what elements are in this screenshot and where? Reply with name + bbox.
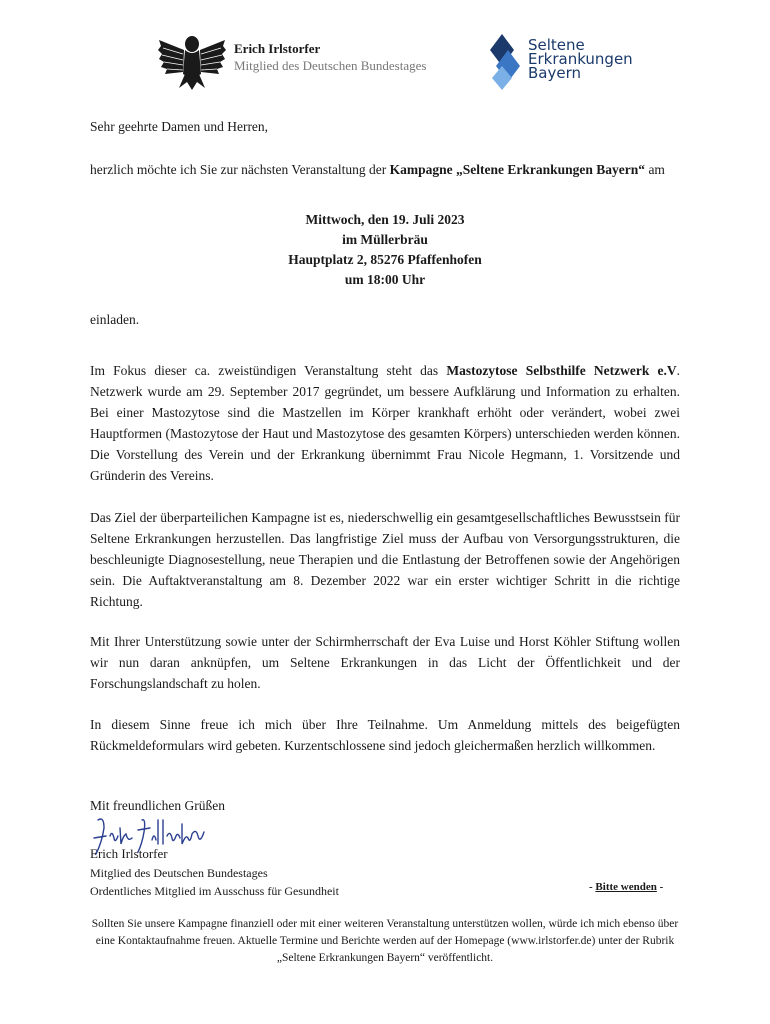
paragraph-support: Mit Ihrer Unterstützung sowie unter der Schirmherrschaft der Eva Luise und Horst Köhler Stiftung wollen wir nun daran anknüpfen, um Seltene Erkrankungen in das Licht der Öffentlichkeit und der Forschungslandschaft zu holen.: [90, 634, 680, 691]
event-time: um 18:00 Uhr: [344, 272, 426, 287]
invite-end: einladen.: [90, 312, 140, 327]
intro-pre: herzlich möchte ich Sie zur nächsten Veranstaltung der: [90, 162, 390, 177]
turn-page-note: [589, 881, 663, 893]
footer-note: Sollten Sie unsere Kampagne finanziell oder mit einer weiteren Veranstaltung unterstützen wollen, würde ich mich ebenso über eine Kontaktaufnahme freuen. Aktuelle Termine und Berichte werden auf der Homepage (www.irlstorfer.de) unter der Rubrik „Seltene Erkrankungen Bayern“ veröffentlicht.: [91, 918, 679, 964]
sender-role: Mitglied des Deutschen Bundestages: [234, 58, 427, 73]
turn-page-label: Bitte wenden: [595, 881, 657, 893]
logo-line-3: Bayern: [528, 64, 581, 82]
event-date: Mittwoch, den 19. Juli 2023: [305, 212, 465, 227]
logo-line-1: Seltene: [528, 36, 585, 54]
turn-page-dash-left: -: [589, 881, 596, 893]
event-venue: im Müllerbräu: [342, 232, 428, 247]
rare-diseases-logo-text: [528, 38, 633, 80]
para1-post: . Netzwerk wurde am 29. September 2017 gegründet, um bessere Aufklärung und Information zu erhalten. Bei einer Mastozytose sind die Mastzellen im Körper krankhaft erhöht oder verändert, wobei zwei Hauptformen (Mastozytose der Haut und Mastozytose des gesamten Körpers) unterschieden werden können. Die Vorstellung des Verein und der Erkrankung übernimmt Frau Nicole Hegmann, 1. Vorsitzende und Gründerin des Vereins.: [90, 363, 680, 483]
intro-post: am: [645, 162, 665, 177]
event-details: [90, 210, 680, 290]
signature-committee: Ordentliches Mitglied im Ausschuss für Gesundheit: [90, 884, 339, 898]
bundestag-eagle-icon: [157, 30, 227, 92]
turn-page-dash-right: -: [656, 881, 664, 893]
logo-line-2: Erkrankungen: [528, 50, 633, 68]
rare-diseases-bavaria-logo-icon: [488, 32, 524, 92]
sender-name: Erich Irlstorfer: [234, 41, 321, 56]
salutation: Sehr geehrte Damen und Herren,: [90, 119, 269, 134]
paragraph-focus: [90, 360, 680, 486]
signature-name: Erich Irlstorfer: [90, 846, 168, 861]
paragraph-registration: In diesem Sinne freue ich mich über Ihre Teilnahme. Um Anmeldung mittels des beigefügten Rückmeldeformulars wird gebeten. Kurzentschlossene sind jedoch gleichermaßen herzlich willkommen.: [90, 717, 680, 753]
sender-block: [234, 40, 426, 74]
intro-paragraph: [90, 153, 680, 187]
paragraph-goal: Das Ziel der überparteilichen Kampagne ist es, niederschwellig ein gesamtgesellschaftliches Bewusstsein für Seltene Erkrankungen herzustellen. Das langfristige Ziel muss der Aufbau von Versorgungsstrukturen, die beschleunigte Diagnosestellung, neue Therapien und die Entlastung der Betroffenen sowie der Angehörigen sein. Die Auftaktveranstaltung am 8. Dezember 2022 war ein erster wichtiger Schritt in die richtige Richtung.: [90, 510, 680, 609]
event-address: Hauptplatz 2, 85276 Pfaffenhofen: [288, 252, 482, 267]
closing: Mit freundlichen Grüßen: [90, 798, 225, 813]
para1-network: Mastozytose Selbsthilfe Netzwerk e.V: [446, 363, 677, 378]
intro-campaign: Kampagne „Seltene Erkrankungen Bayern“: [389, 162, 646, 177]
para1-pre: Im Fokus dieser ca. zweistündigen Veranstaltung steht das: [90, 363, 447, 378]
signature-role: Mitglied des Deutschen Bundestages: [90, 866, 268, 880]
